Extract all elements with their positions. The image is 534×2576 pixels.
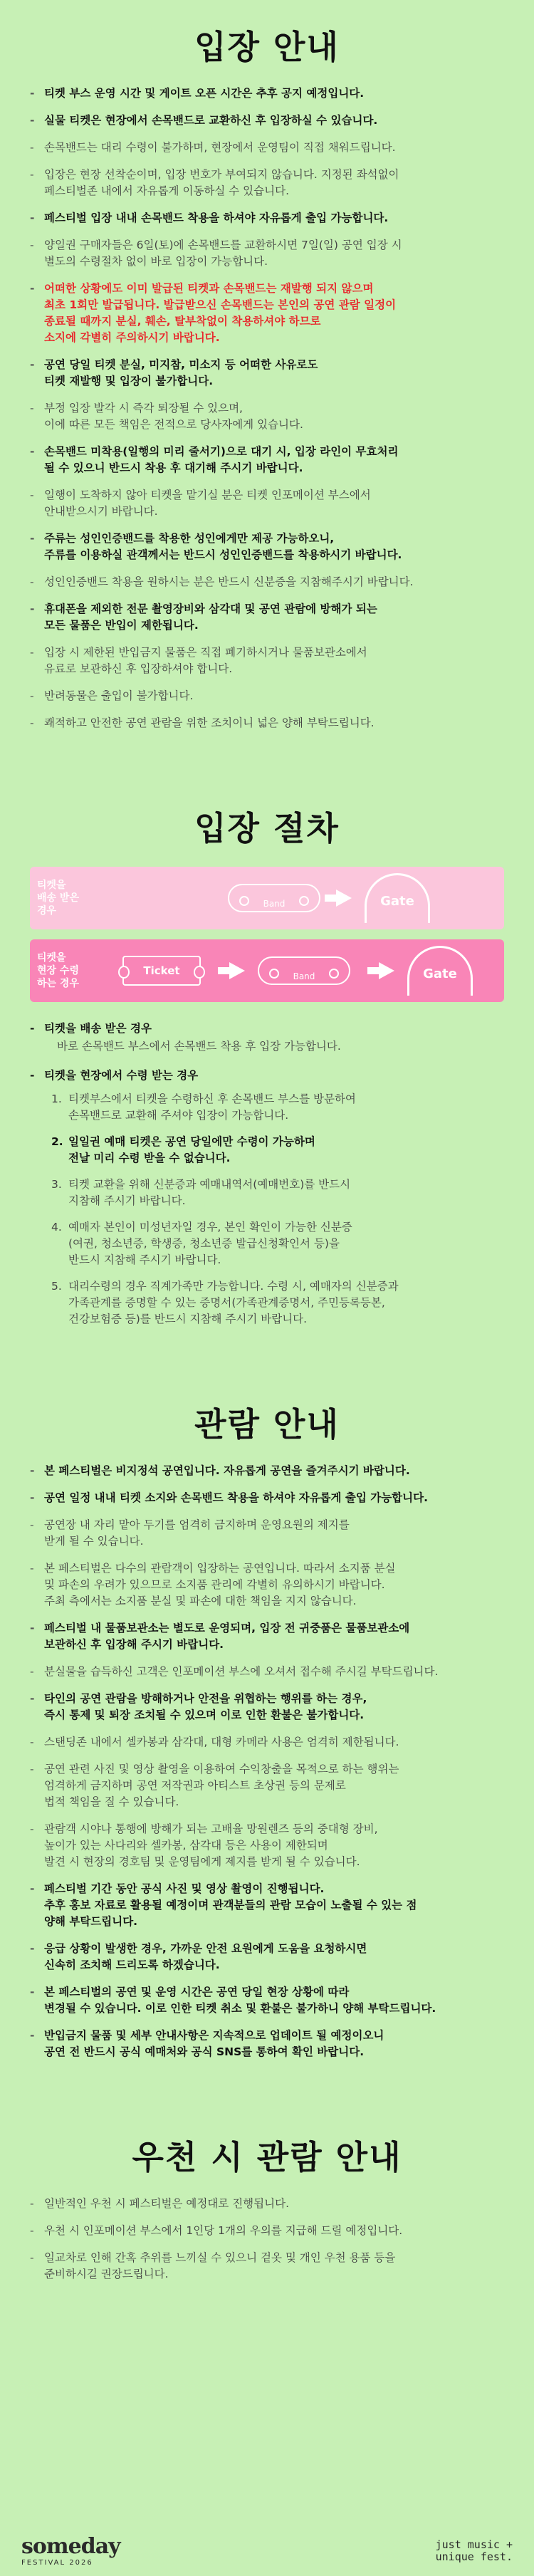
notice-item: [28, 1821, 500, 1870]
notice-item: [28, 531, 500, 563]
notice-item: [28, 1517, 500, 1550]
notice-line: - 본 페스티벌은 다수의 관람객이 입장하는 공연입니다. 따라서 소지품 분실: [44, 1562, 396, 1575]
procedure-step: [51, 1219, 500, 1268]
notice-line: - 일행이 도착하지 않아 티켓을 맡기실 분은 티켓 인포메이션 부스에서: [44, 489, 371, 501]
diagram-row-onsite: [30, 939, 504, 1002]
notice-item: [28, 1734, 500, 1751]
rain-list: [0, 2196, 534, 2283]
notice-line: - 어떠한 상황에도 이미 발급된 티켓과 손목밴드는 재발행 되지 않으며: [44, 282, 374, 295]
notice-line: - 페스티벌 입장 내내 손목밴드 착용을 하셔야 자유롭게 출입 가능합니다.: [44, 212, 389, 224]
notice-item: [28, 1761, 500, 1810]
entry-notice-section: [0, 21, 534, 731]
notice-item: [28, 645, 500, 677]
notice-line: - 페스티벌 기간 동안 공식 사진 및 영상 촬영이 진행됩니다.: [44, 1882, 325, 1895]
step-text: 예매자 본인이 미성년자일 경우, 본인 확인이 가능한 신분증 (여권, 청소년증, 학생증, 청소년증 발급신청확인서 등)을 반드시 지참해 주시기 바랍니다.: [68, 1221, 352, 1266]
procedure-case-onsite: [28, 1068, 500, 1328]
notice-line: 주류를 이용하실 관객께서는 반드시 성인인증밴드를 착용하시기 바랍니다.: [44, 548, 402, 561]
notice-item: [28, 1463, 500, 1479]
notice-item: [28, 85, 500, 102]
step-text: 일일권 예매 티켓은 공연 당일에만 수령이 가능하며 전날 미리 수령 받을 수 없습니다.: [68, 1135, 315, 1164]
notice-item: [28, 1490, 500, 1506]
notice-item: [28, 281, 500, 346]
notice-line: 소지에 각별히 주의하시기 바랍니다.: [44, 331, 220, 344]
gate-icon: Gate: [365, 873, 430, 923]
tagline-line-1: just music +: [435, 2538, 513, 2551]
procedure-diagram: [30, 867, 504, 1002]
case-delivered-title: 티켓을 배송 받은 경우: [44, 1022, 152, 1035]
notice-line: - 입장 시 제한된 반입금지 물품은 직접 폐기하시거나 물품보관소에서: [44, 646, 367, 659]
gate-icon: Gate: [407, 946, 473, 996]
notice-line: - 공연 관련 사진 및 영상 촬영을 이용하여 수익창출을 목적으로 하는 행위는: [44, 1763, 399, 1775]
notice-line: 모든 물품은 반입이 제한됩니다.: [44, 619, 199, 632]
notice-line: 및 파손의 우려가 있으므로 소지품 관리에 각별히 유의하시기 바랍니다.: [44, 1578, 385, 1591]
notice-item: [28, 715, 500, 731]
notice-item: [28, 2028, 500, 2060]
step-number: 2.: [51, 1135, 63, 1148]
notice-line: 준비하시길 권장드립니다.: [44, 2268, 169, 2280]
notice-line: - 입장은 현장 선착순이며, 입장 번호가 부여되지 않습니다. 지정된 좌석없이: [44, 168, 399, 181]
entry-notice-list: [0, 85, 534, 731]
notice-item: [28, 1664, 500, 1680]
notice-line: - 쾌적하고 안전한 공연 관람을 위한 조치이니 넓은 양해 부탁드립니다.: [44, 716, 375, 729]
notice-item: [28, 113, 500, 129]
notice-line: 발견 시 현장의 경호팀 및 운영팀에게 제지를 받게 될 수 있습니다.: [44, 1855, 360, 1868]
procedure-title: 입장 절차: [194, 809, 340, 848]
step-number: 1.: [51, 1093, 62, 1105]
tagline: [436, 2539, 513, 2563]
notice-line: 변경될 수 있습니다. 이로 인한 티켓 취소 및 환불은 불가하니 양해 부탁드립니다.: [44, 2002, 436, 2015]
ticket-icon: Ticket: [122, 956, 201, 986]
notice-line: 안내받으시기 바랍니다.: [44, 505, 158, 518]
notice-item: [28, 357, 500, 390]
procedure-step: [51, 1278, 500, 1328]
notice-line: 될 수 있으니 반드시 착용 후 대기해 주시기 바랍니다.: [44, 462, 303, 474]
notice-item: [28, 167, 500, 199]
notice-line: 주최 측에서는 소지품 분실 및 파손에 대한 책임을 지지 않습니다.: [44, 1595, 357, 1607]
diagram-row-onsite-label: 티켓을 현장 수령 하는 경우: [37, 952, 79, 989]
notice-line: - 본 페스티벌은 비지정석 공연입니다. 자유롭게 공연을 즐겨주시기 바랍니다.: [44, 1464, 410, 1477]
notice-line: - 공연 당일 티켓 분실, 미지참, 미소지 등 어떠한 사유로도: [44, 358, 318, 371]
notice-line: - 주류는 성인인증밴드를 착용한 성인에게만 제공 가능하오니,: [44, 532, 335, 545]
rain-section: [0, 2132, 534, 2283]
notice-item: [28, 1560, 500, 1610]
viewing-list: [0, 1463, 534, 2060]
notice-line: 법적 책임을 질 수 있습니다.: [44, 1795, 179, 1808]
notice-item: [28, 2223, 500, 2239]
notice-item: [28, 1620, 500, 1653]
onsite-steps: [44, 1091, 500, 1328]
notice-item: [28, 1941, 500, 1973]
step-text: 대리수령의 경우 직계가족만 가능합니다. 수령 시, 예매자의 신분증과 가족관계를 증명할 수 있는 증명서(가족관계증명서, 주민등록등본, 건강보험증 등)를 반드시 지참해 주시기 바랍니다.: [68, 1280, 399, 1325]
procedure-case-delivered: [28, 1021, 500, 1055]
arrow-right-icon: [379, 962, 394, 979]
notice-line: - 반려동물은 출입이 불가합니다.: [44, 689, 194, 702]
arrow-right-icon: [336, 890, 352, 907]
notice-line: 공연 전 반드시 공식 예매처와 공식 SNS를 통하여 확인 바랍니다.: [44, 2045, 365, 2058]
notice-line: - 분실물을 습득하신 고객은 인포메이션 부스에 오셔서 접수해 주시길 부탁드립니다.: [44, 1665, 439, 1678]
notice-line: 이에 따른 모든 책임은 전적으로 당사자에게 있습니다.: [44, 418, 303, 431]
notice-line: - 일교차로 인해 간혹 추위를 느끼실 수 있으니 겉옷 및 개인 우천 용품 등을: [44, 2251, 396, 2264]
notice-line: - 우천 시 인포메이션 부스에서 1인당 1개의 우의를 지급해 드릴 예정입니다.: [44, 2224, 403, 2237]
procedure-step: [51, 1091, 500, 1124]
footer: [0, 2526, 534, 2576]
logo-sub-text: FESTIVAL 2026: [21, 2558, 93, 2567]
case-onsite-title: 티켓을 현장에서 수령 받는 경우: [44, 1069, 199, 1082]
diagram-row-delivered-label: 티켓을 배송 받은 경우: [37, 880, 79, 917]
notice-line: 신속히 조치해 드리도록 하겠습니다.: [44, 1959, 220, 1971]
notice-line: - 응급 상황이 발생한 경우, 가까운 안전 요원에게 도움을 요청하시면: [44, 1942, 367, 1955]
case-delivered-text: 바로 손목밴드 부스에서 손목밴드 착용 후 입장 가능합니다.: [57, 1040, 341, 1053]
notice-line: 엄격하게 금지하며 공연 저작권과 아티스트 초상권 등의 문제로: [44, 1779, 346, 1792]
notice-line: 별도의 수령절차 없이 바로 입장이 가능합니다.: [44, 255, 268, 268]
notice-line: 유료로 보관하신 후 입장하셔야 합니다.: [44, 662, 233, 675]
notice-line: 최초 1회만 발급됩니다. 발급받으신 손목밴드는 본인의 공연 관람 일정이: [44, 298, 397, 311]
notice-line: - 타인의 공연 관람을 방해하거나 안전을 위협하는 행위를 하는 경우,: [44, 1692, 367, 1705]
notice-item: [28, 444, 500, 476]
notice-line: 보관하신 후 입장해 주시기 바랍니다.: [44, 1638, 224, 1651]
procedure-step: [51, 1177, 500, 1209]
step-text: 티켓 교환을 위해 신분증과 예매내역서(예매번호)를 반드시 지참해 주시기 바랍니다.: [68, 1178, 351, 1207]
entry-notice-title: 입장 안내: [194, 28, 340, 66]
diagram-row-delivered: [30, 867, 504, 929]
festival-logo: [21, 2533, 120, 2567]
notice-line: - 페스티벌 내 물품보관소는 별도로 운영되며, 입장 전 귀중품은 물품보관소에: [44, 1622, 410, 1634]
notice-line: 즉시 통제 및 퇴장 조치될 수 있으며 이로 인한 환불은 불가합니다.: [44, 1709, 365, 1721]
notice-item: [28, 2250, 500, 2283]
viewing-title: 관람 안내: [194, 1405, 340, 1444]
step-text: 티켓부스에서 티켓을 수령하신 후 손목밴드 부스를 방문하여 손목밴드로 교환해 주셔야 입장이 가능합니다.: [68, 1093, 356, 1122]
notice-line: - 실물 티켓은 현장에서 손목밴드로 교환하신 후 입장하실 수 있습니다.: [44, 114, 378, 127]
procedure-section: [0, 803, 534, 1328]
notice-line: - 휴대폰을 제외한 전문 촬영장비와 삼각대 및 공연 관람에 방해가 되는: [44, 603, 377, 615]
notice-item: [28, 210, 500, 226]
notice-item: [28, 237, 500, 270]
viewing-section: [0, 1399, 534, 2060]
step-number: 3.: [51, 1178, 62, 1191]
notice-line: - 티켓 부스 운영 시간 및 게이트 오픈 시간은 추후 공지 예정입니다.: [44, 87, 365, 100]
notice-item: [28, 688, 500, 704]
step-number: 4.: [51, 1221, 62, 1234]
notice-line: - 공연 일정 내내 티켓 소지와 손목밴드 착용을 하셔야 자유롭게 출입 가능합니다.: [44, 1491, 428, 1504]
notice-line: - 본 페스티벌의 공연 및 운영 시간은 공연 당일 현장 상황에 따라: [44, 1986, 350, 1998]
notice-item: [28, 2196, 500, 2212]
notice-line: 양해 부탁드립니다.: [44, 1915, 138, 1928]
notice-line: - 반입금지 물품 및 세부 안내사항은 지속적으로 업데이트 될 예정이오니: [44, 2029, 384, 2042]
tagline-line-2: unique fest.: [435, 2550, 513, 2563]
wristband-icon: Band: [228, 884, 320, 912]
notice-item: [28, 487, 500, 520]
notice-line: - 부정 입장 발각 시 즉각 퇴장될 수 있으며,: [44, 402, 243, 414]
notice-line: - 손목밴드는 대리 수령이 불가하며, 현장에서 운영팀이 직접 채워드립니다.: [44, 141, 396, 154]
arrow-right-icon: [229, 962, 245, 979]
notice-item: [28, 140, 500, 156]
notice-line: - 스탠딩존 내에서 셀카봉과 삼각대, 대형 카메라 사용은 엄격히 제한됩니다.: [44, 1736, 399, 1748]
notice-item: [28, 601, 500, 634]
notice-line: 페스티벌존 내에서 자유롭게 이동하실 수 있습니다.: [44, 184, 289, 197]
notice-line: 높이가 있는 사다리와 셀카봉, 삼각대 등은 사용이 제한되며: [44, 1839, 328, 1852]
notice-line: - 성인인증밴드 착용을 원하시는 분은 반드시 신분증을 지참해주시기 바랍니다.: [44, 575, 414, 588]
step-number: 5.: [51, 1280, 62, 1293]
notice-line: - 손목밴드 미착용(일행의 미리 줄서기)으로 대기 시, 입장 라인이 무효처리: [44, 445, 399, 458]
rain-title: 우천 시 관람 안내: [132, 2138, 402, 2176]
notice-item: [28, 1881, 500, 1930]
logo-main-text: someday: [21, 2533, 120, 2559]
notice-item: [28, 400, 500, 433]
notice-line: - 일반적인 우천 시 페스티벌은 예정대로 진행됩니다.: [44, 2197, 289, 2210]
procedure-step: [51, 1134, 500, 1167]
notice-line: - 관람객 시야나 통행에 방해가 되는 고배율 망원렌즈 등의 중대형 장비,: [44, 1823, 378, 1835]
procedure-list: [0, 1021, 534, 1328]
notice-line: 받게 될 수 있습니다.: [44, 1535, 144, 1548]
wristband-icon: Band: [258, 956, 350, 985]
notice-item: [28, 574, 500, 590]
notice-line: 종료될 때까지 분실, 훼손, 탈부착없이 착용하셔야 하므로: [44, 315, 321, 328]
notice-line: - 양일권 구매자들은 6일(토)에 손목밴드를 교환하시면 7일(일) 공연 입장 시: [44, 239, 402, 251]
notice-item: [28, 1691, 500, 1724]
notice-line: 추후 홍보 자료로 활용될 예정이며 관객분들의 관람 모습이 노출될 수 있는 점: [44, 1899, 417, 1912]
notice-item: [28, 1984, 500, 2017]
notice-line: - 공연장 내 자리 맡아 두기를 엄격히 금지하며 운영요원의 제지를: [44, 1518, 350, 1531]
notice-line: 티켓 재발행 및 입장이 불가합니다.: [44, 375, 214, 387]
